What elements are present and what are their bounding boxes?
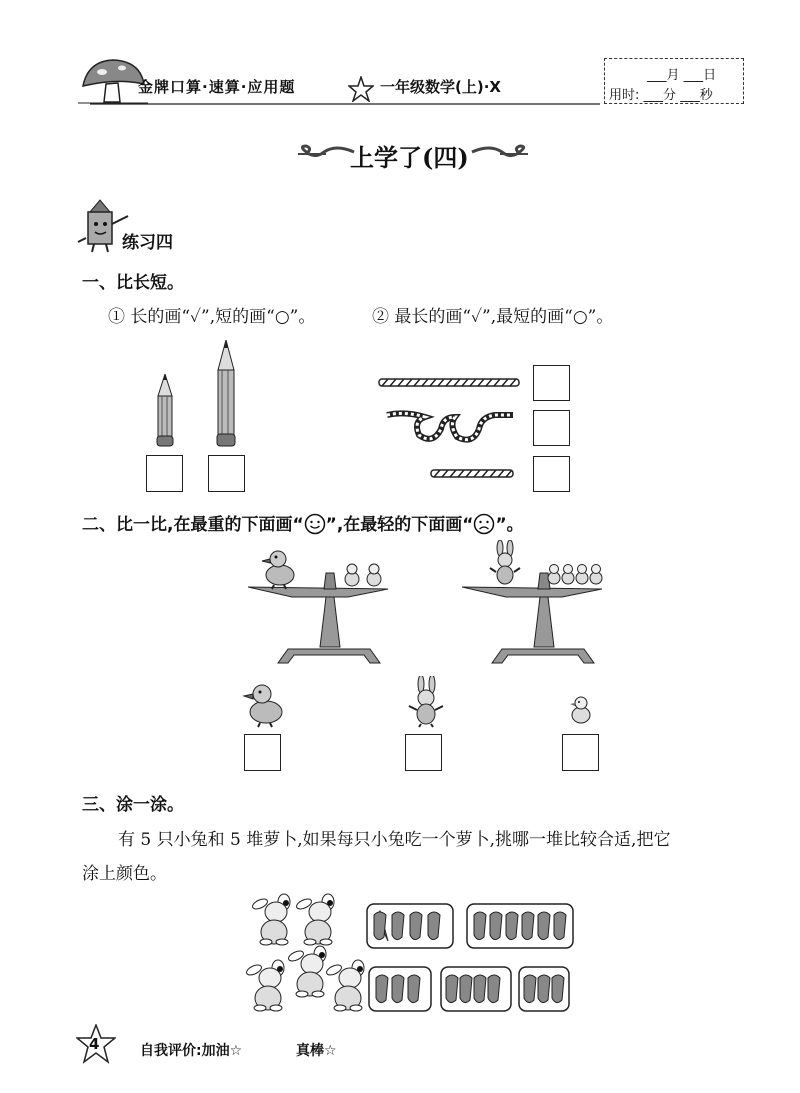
section3-text-line1: 有 5 只小兔和 5 堆萝卜,如果每只小兔吃一个萝卜,挑哪一堆比较合适,把它 bbox=[118, 830, 671, 850]
answer-box-long-pencil[interactable] bbox=[208, 455, 245, 492]
great-label: 真棒☆ bbox=[296, 1043, 337, 1059]
balance-scale-left bbox=[248, 545, 398, 670]
section1-instruction-2: ② 最长的画“✓”,最短的画“○”。 bbox=[372, 307, 614, 327]
carrot-pile-4[interactable] bbox=[366, 903, 454, 949]
smiley-face-icon bbox=[304, 513, 326, 535]
answer-box-rope-bottom[interactable] bbox=[533, 456, 570, 492]
title-ornament-right bbox=[470, 138, 530, 166]
short-pencil bbox=[150, 374, 180, 448]
section3-text-line2: 涂上颜色。 bbox=[82, 864, 167, 884]
answer-box-rope-middle[interactable] bbox=[533, 410, 570, 446]
rabbit-on-scale bbox=[490, 540, 520, 584]
page-number: 4 bbox=[89, 1035, 100, 1053]
book-title: 一年级数学(上)·X bbox=[380, 78, 501, 96]
rope-bottom bbox=[430, 468, 514, 480]
rope-top bbox=[378, 377, 520, 389]
section3-title: 三、涂一涂。 bbox=[82, 795, 184, 815]
title-ornament-left bbox=[296, 138, 356, 166]
day-label: 日 bbox=[703, 68, 717, 83]
chicks-on-scale bbox=[345, 564, 381, 586]
chicks-on-scale-right bbox=[548, 565, 602, 585]
answer-box-duck[interactable] bbox=[244, 734, 281, 771]
rabbit-image bbox=[406, 676, 446, 728]
minute-label: 分 bbox=[663, 88, 677, 103]
balance-scale-right bbox=[462, 540, 612, 670]
section1-title: 一、比长短。 bbox=[82, 273, 184, 293]
self-evaluation-label: 自我评价:加油☆ bbox=[140, 1043, 243, 1059]
second-label: 秒 bbox=[699, 88, 713, 103]
rabbits-group bbox=[244, 890, 366, 1014]
header-rule bbox=[90, 102, 600, 106]
answer-box-rope-top[interactable] bbox=[533, 365, 570, 401]
answer-box-short-pencil[interactable] bbox=[146, 455, 183, 492]
section1-instruction-1: ① 长的画“✓”,短的画“○”。 bbox=[108, 307, 316, 327]
long-pencil bbox=[210, 340, 242, 448]
duck-on-scale bbox=[262, 551, 294, 589]
date-time-box: ___月 ___日 用时: ___分 ___秒 bbox=[604, 58, 744, 104]
time-label: 用时: bbox=[609, 88, 640, 103]
chick-image bbox=[568, 694, 594, 726]
carrot-pile-4b[interactable] bbox=[440, 966, 512, 1012]
exercise-title: 练习四 bbox=[122, 233, 173, 253]
series-title: 金牌口算·速算·应用题 bbox=[138, 78, 296, 96]
carrot-pile-6[interactable] bbox=[466, 903, 574, 949]
chapter-title: 上学了(四) bbox=[350, 143, 469, 172]
carrot-pile-3b[interactable] bbox=[518, 966, 570, 1012]
month-label: 月 bbox=[666, 68, 680, 83]
sad-face-icon bbox=[473, 513, 495, 535]
answer-box-chick[interactable] bbox=[562, 734, 599, 771]
section2-title: 二、比一比,在最重的下面画“ ”,在最轻的下面画“ ”。 bbox=[82, 515, 524, 535]
answer-box-rabbit[interactable] bbox=[405, 734, 442, 771]
duck-image bbox=[242, 680, 286, 728]
star-icon bbox=[348, 76, 374, 102]
carrot-pile-3a[interactable] bbox=[368, 966, 432, 1012]
rope-middle-loops bbox=[385, 407, 515, 447]
